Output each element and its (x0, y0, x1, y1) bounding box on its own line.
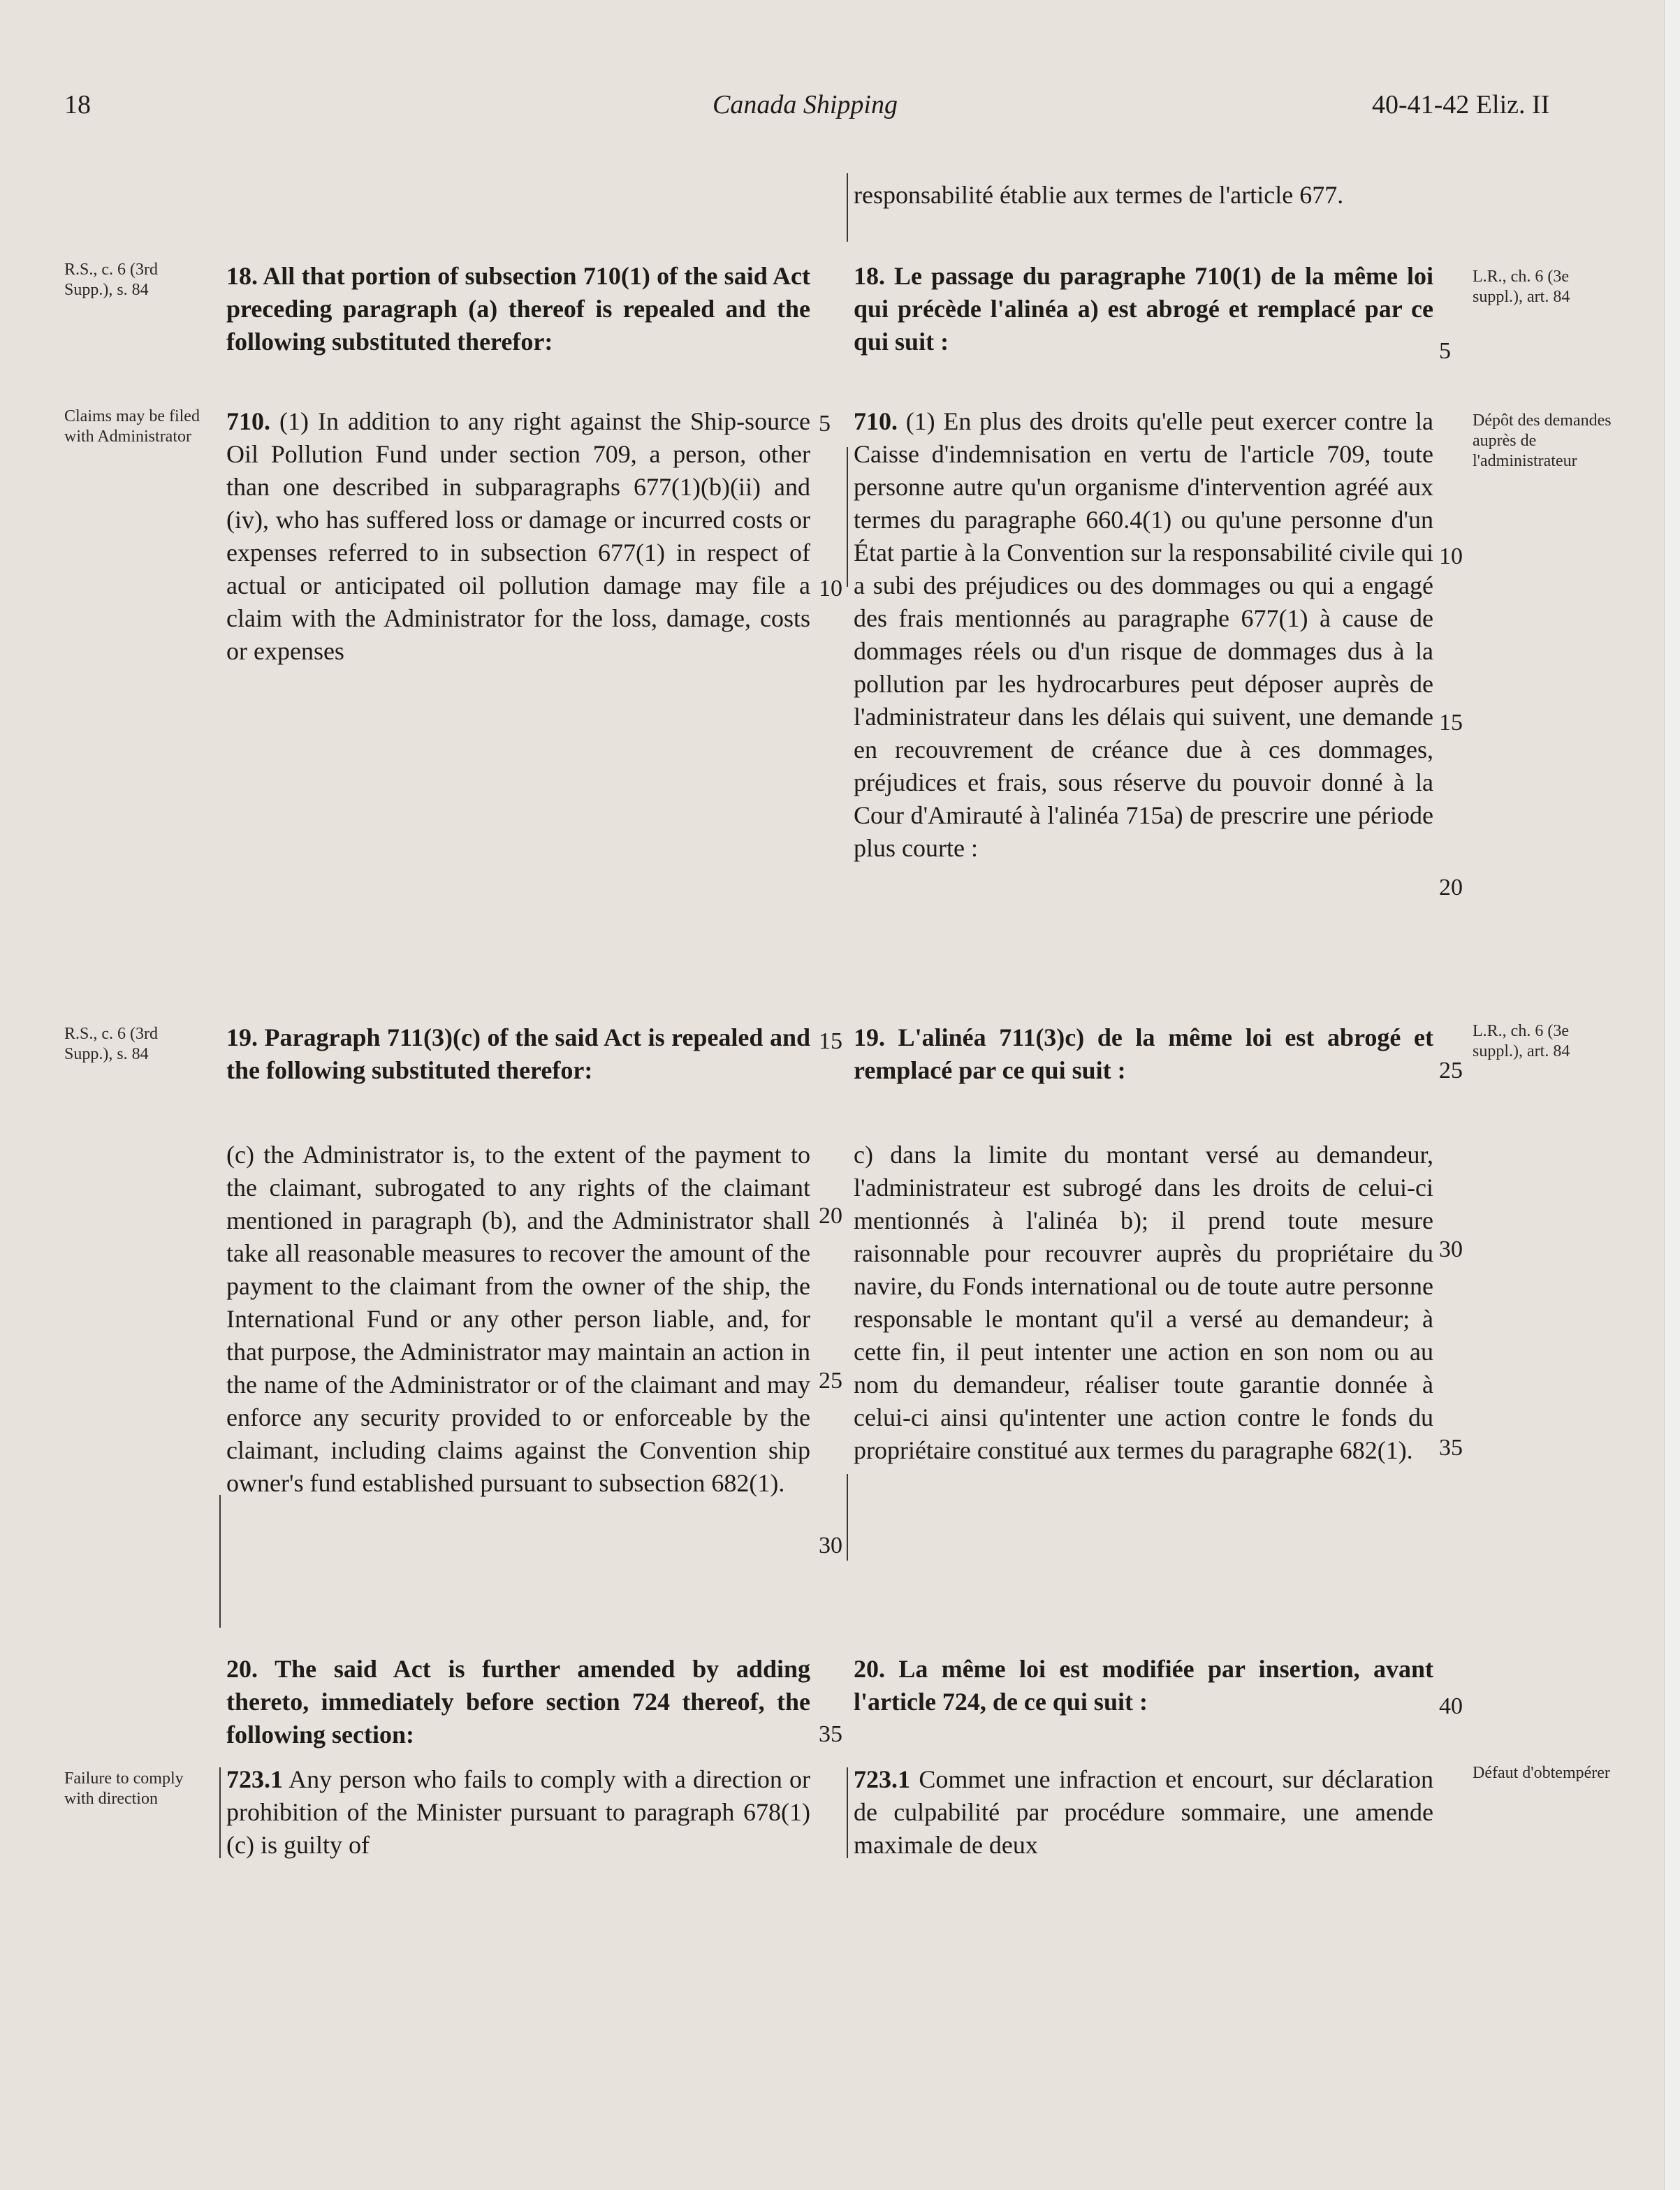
s18-en-710-text: (1) In addition to any right against the Ship-source Oil Pollution Fund under section 709, a person, other than one described in subparagraphs 677(1)(b)(ii) and (iv), who has suffered loss or damage or incurred costs or expenses referred to in subsection 677(1) in respect of actual or anticipated oil pollution damage may file a claim with the Administrator for the loss, damage, costs or expenses (226, 407, 811, 665)
s19-fr-text: c) dans la limite du montant versé au demandeur, l'administrateur est subrogé dans les droits de celui-ci mentionnés à l'alinéa b); il prend toute mesure raisonnable pour recouvrer auprès du propriétaire du navire, du Fonds international ou de toute autre personne responsable le montant qu'il a versé au demandeur; à cette fin, il peut intenter une action en son nom ou au nom du demandeur, réaliser toute garantie donnée à celui-ci ainsi qu'intenter une action contre le fonds du propriétaire constitué aux termes du paragraphe 682(1). (854, 1141, 1433, 1464)
s20-fr-text (854, 1763, 1433, 1862)
s19-en-heading: 19. Paragraph 711(3)(c) of the said Act is repealed and the following substituted therefor: (226, 1023, 810, 1084)
s20-en-heading: 20. The said Act is further amended by adding thereto, immediately before section 724 thereof, the following section: (226, 1655, 810, 1749)
change-bar (847, 1474, 848, 1561)
s18-en-heading: 18. All that portion of subsection 710(1) of the said Act preceding paragraph (a) thereof is repealed and the following substituted therefor: (226, 262, 810, 356)
margin-note-failure-fr: Défaut d'obtempérer (1473, 1764, 1610, 1782)
line-number: 15 (1439, 710, 1463, 736)
s18-fr-710-text: (1) En plus des droits qu'elle peut exercer contre la Caisse d'indemnisation en vertu de l'article 709, toute personne autre qu'un organisme d'intervention agréé aux termes du paragraphe 660.4(1) ou qu'une personne d'un État partie à la Convention sur la responsabilité civile qui a subi des préjudices ou des dommages ou qui a engagé des frais mentionnés au paragraphe 677(1) à cause de dommages réels ou d'un risque de dommages dus à la pollution par les hydrocarbures peut déposer auprès de l'administrateur dans les délais qui suivent, une demande en recouvrement de créance due à ces dommages, préjudices et frais, sous réserve du pouvoir donné à la Cour d'Amirauté à l'alinéa 715a) de prescrire une période plus courte : (854, 407, 1434, 862)
line-number: 15 (819, 1028, 842, 1054)
s20-en-num: 723.1 (226, 1765, 283, 1793)
fr-carryover: responsabilité établie aux termes de l'article 677. (854, 181, 1344, 209)
margin-note-ref-18: R.S., c. 6 (3rd Supp.), s. 84 (64, 261, 158, 299)
page-number: 18 (64, 90, 91, 119)
running-title: Canada Shipping (713, 90, 898, 119)
change-bar (847, 1767, 848, 1858)
change-bar (847, 173, 848, 242)
session-label: 40-41-42 Eliz. II (1372, 90, 1550, 119)
s18-en-710-num: 710. (226, 407, 270, 435)
line-number: 10 (1439, 543, 1463, 569)
line-number: 35 (1439, 1435, 1463, 1461)
line-number: 25 (819, 1368, 842, 1394)
line-number: 10 (819, 576, 842, 601)
s19-fr-heading: 19. L'alinéa 711(3)c) de la même loi est abrogé et remplacé par ce qui suit : (854, 1023, 1433, 1084)
line-number: 35 (819, 1721, 842, 1747)
line-number: 20 (819, 1203, 842, 1229)
s20-fr-heading: 20. La même loi est modifiée par insertion, avant l'article 724, de ce qui suit : (854, 1655, 1433, 1716)
page-edge (1664, 0, 1680, 2190)
line-number: 25 (1439, 1058, 1463, 1083)
margin-note-ref-18-fr: L.R., ch. 6 (3e suppl.), art. 84 (1473, 268, 1570, 306)
s20-en-text (226, 1763, 810, 1862)
margin-note-ref-19-fr: L.R., ch. 6 (3e suppl.), art. 84 (1473, 1022, 1570, 1060)
s18-fr-heading: 18. Le passage du paragraphe 710(1) de la même loi qui précède l'alinéa a) est abrogé et remplacé par ce qui suit : (854, 262, 1433, 356)
line-number: 5 (819, 411, 831, 437)
margin-note-failure: Failure to comply with direction (64, 1769, 184, 1808)
margin-note-claims-fr: Dépôt des demandes auprès de l'administrateur (1473, 411, 1612, 470)
s18-fr-710-num: 710. (854, 407, 898, 435)
s20-fr-num: 723.1 (854, 1765, 910, 1793)
s19-en-text: (c) the Administrator is, to the extent of the payment to the claimant, subrogated to any rights of the claimant mentioned in paragraph (b), and the Administrator shall take all reasonable measures to recover the amount of the payment to the claimant from the owner of the ship, the International Fund or any other person liable, and, for that purpose, the Administrator may maintain an action in the name of the Administrator or of the claimant and may enforce any security provided to or enforceable by the claimant, including claims against the Convention ship owner's fund established pursuant to subsection 682(1). (226, 1141, 810, 1497)
line-number: 40 (1439, 1693, 1463, 1719)
line-number: 5 (1439, 338, 1451, 364)
line-number: 30 (819, 1533, 842, 1558)
line-number: 30 (1439, 1236, 1463, 1262)
change-bar (219, 1767, 221, 1858)
line-number: 20 (1439, 875, 1463, 900)
s20-fr-body: Commet une infraction et encourt, sur déclaration de culpabilité par procédure sommaire, une amende maximale de deux (854, 1765, 1434, 1859)
margin-note-claims: Claims may be filed with Administrator (64, 407, 200, 446)
margin-note-ref-19: R.S., c. 6 (3rd Supp.), s. 84 (64, 1025, 158, 1063)
s18-en-710 (226, 405, 810, 668)
change-bar (219, 1495, 221, 1628)
change-bar (847, 447, 848, 587)
s18-fr-710 (854, 405, 1433, 865)
s20-en-body: Any person who fails to comply with a direction or prohibition of the Minister pursuant to paragraph 678(1)(c) is guilty of (226, 1765, 811, 1859)
